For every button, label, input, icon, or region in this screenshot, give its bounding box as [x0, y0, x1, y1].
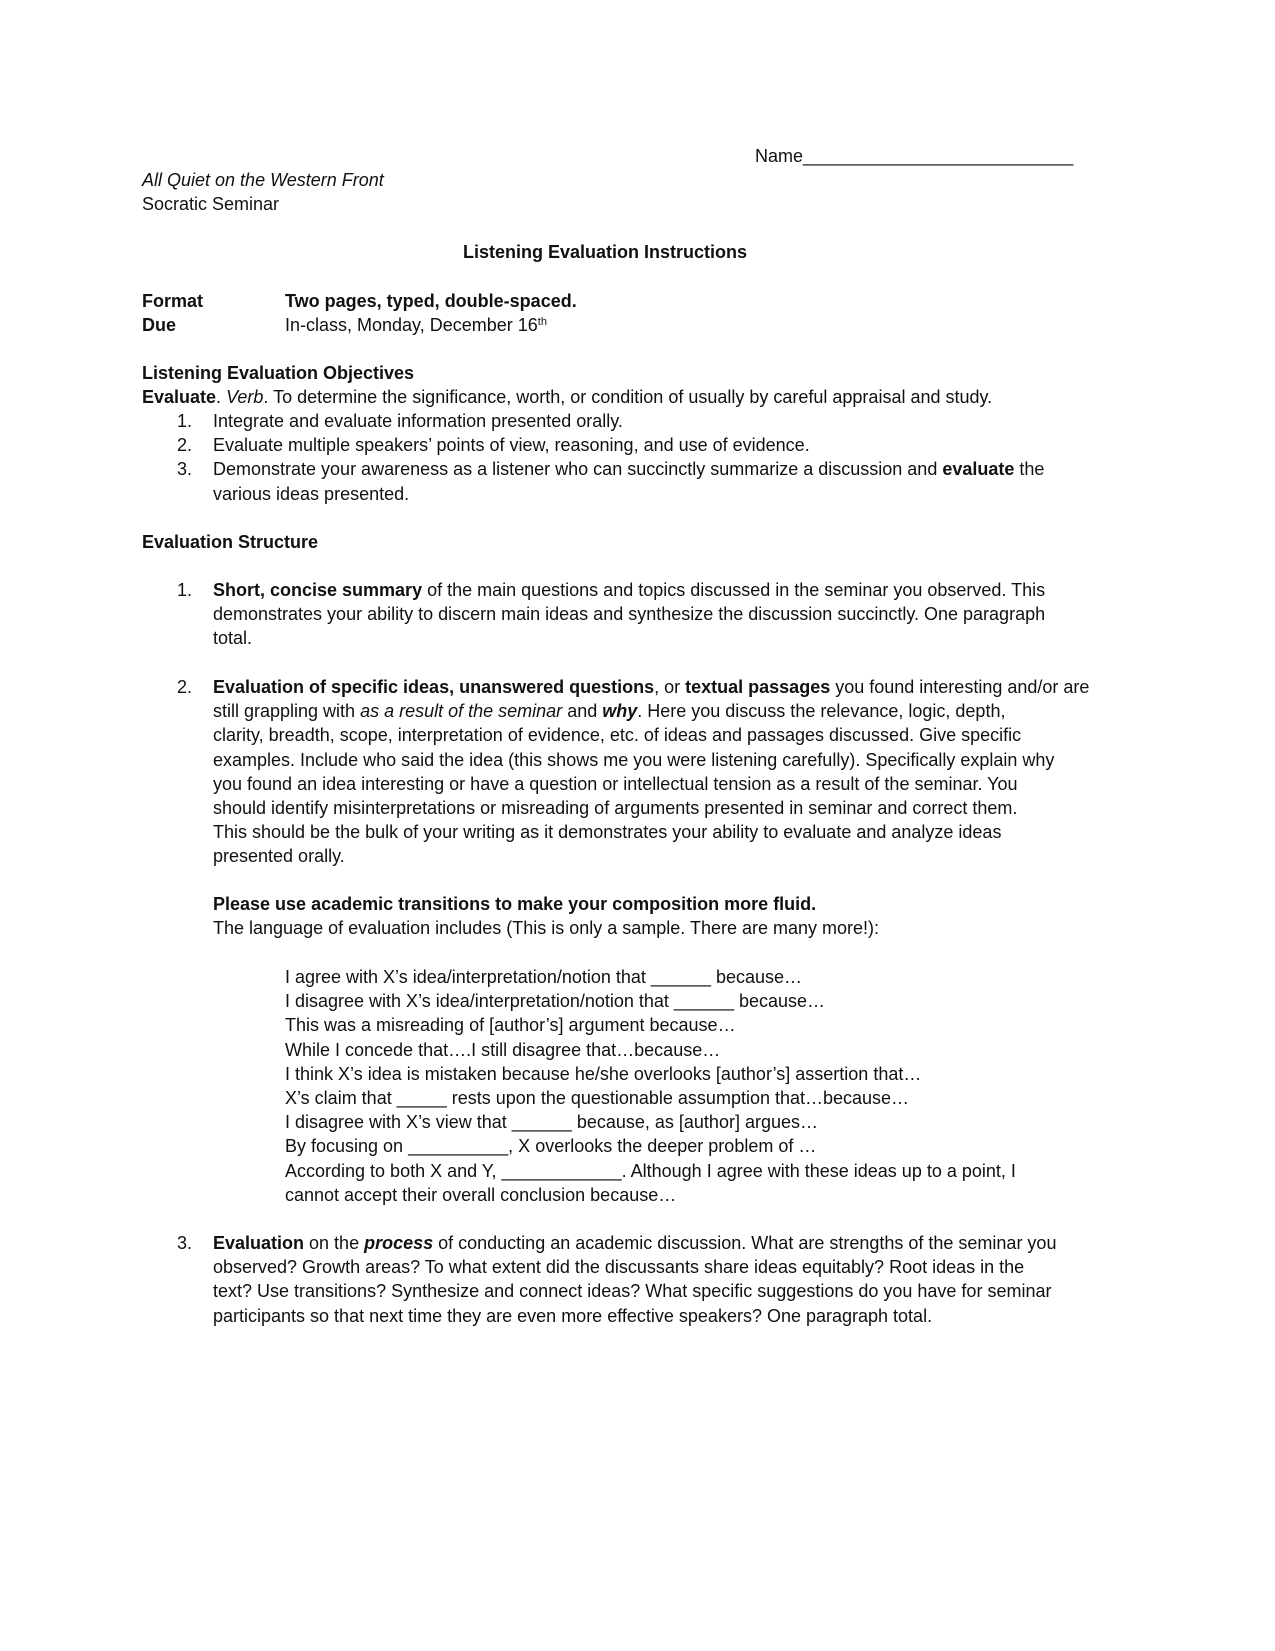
item-text: of conducting an academic discussion. What are strengths of the seminar you	[433, 1233, 1057, 1253]
item-text: total.	[213, 628, 253, 649]
objectives-list	[177, 409, 1083, 506]
name-field-line: Name___________________________	[755, 146, 1074, 166]
structure-item-summary	[177, 578, 1083, 651]
item-text: participants so that next time they are even more effective speakers? One paragraph total.	[213, 1305, 933, 1326]
list-item-text: Integrate and evaluate information presented orally.	[213, 411, 623, 431]
list-item	[177, 409, 1083, 433]
list-item-text: Evaluate multiple speakers’ points of view, reasoning, and use of evidence.	[213, 435, 810, 456]
transition-phrase: X’s claim that _____ rests upon the questionable assumption that…because…	[285, 1088, 910, 1109]
transition-phrase: By focusing on __________, X overlooks the deeper problem of …	[285, 1136, 817, 1157]
item-text: should identify misinterpretations or misreading of arguments presented in seminar and correct them.	[213, 798, 1018, 819]
transition-phrase: I disagree with X’s idea/interpretation/notion that ______ because…	[285, 991, 826, 1012]
item-bold: Evaluation	[213, 1233, 305, 1253]
list-item	[177, 457, 1083, 505]
item-text: still grappling with	[213, 701, 361, 722]
definition-term: Evaluate	[142, 387, 217, 407]
item-text: clarity, breadth, scope, interpretation of evidence, etc. of ideas and passages discussed. Give specific	[213, 725, 1022, 746]
book-title: All Quiet on the Western Front	[142, 170, 384, 190]
objectives-heading: Listening Evaluation Objectives	[142, 363, 415, 383]
item-italic: as a result of the seminar	[360, 701, 563, 722]
transition-phrase-list	[285, 965, 1075, 1207]
item-text: observed? Growth areas? To what extent did the discussants share ideas equitably? Root ideas in the	[213, 1257, 1025, 1278]
item-text: you found an idea interesting or have a question or intellectual tension as a result of the seminar. You	[213, 773, 1018, 794]
list-item-text-line2: various ideas presented.	[213, 483, 410, 504]
item-text: you found interesting and/or are	[830, 677, 1090, 697]
transition-phrase: I disagree with X’s view that ______ because, as [author] argues…	[285, 1112, 818, 1133]
due-date-text: In-class, Monday, December 16	[285, 315, 538, 335]
item-bold: Evaluation of specific ideas, unanswered questions	[213, 677, 655, 697]
transition-phrase: I think X’s idea is mistaken because he/she overlooks [author’s] assertion that…	[285, 1063, 922, 1084]
item-text: of the main questions and topics discussed in the seminar you observed. This	[422, 580, 1046, 600]
format-value: Two pages, typed, double-spaced.	[285, 291, 577, 311]
transition-phrase: I agree with X’s idea/interpretation/notion that ______ because…	[285, 967, 803, 987]
evaluate-definition: Evaluate. Verb. To determine the significance, worth, or condition of usually by careful appraisal and study.	[142, 387, 993, 407]
list-number: 3.	[177, 459, 193, 480]
item-text: presented orally.	[213, 846, 345, 867]
list-number: 1.	[177, 580, 193, 600]
list-item-bold: evaluate	[942, 459, 1015, 480]
format-label: Format	[142, 291, 204, 311]
list-number: 3.	[177, 1233, 193, 1253]
list-number: 2.	[177, 435, 193, 456]
subtitle: Socratic Seminar	[142, 194, 280, 214]
structure-heading: Evaluation Structure	[142, 532, 319, 552]
transition-phrase: While I concede that….I still disagree that…because…	[285, 1039, 721, 1060]
item-text: demonstrates your ability to discern main ideas and synthesize the discussion succinctly. One paragraph	[213, 604, 1046, 625]
due-date-suffix: th	[537, 316, 547, 328]
definition-part-of-speech: Verb	[226, 387, 264, 407]
definition-text: To determine the significance, worth, or condition of usually by careful appraisal and study.	[273, 387, 993, 407]
item-bold: Short, concise summary	[213, 580, 423, 600]
due-label: Due	[142, 315, 177, 335]
page-title: Listening Evaluation Instructions	[462, 242, 748, 262]
due-value	[285, 313, 547, 337]
list-item	[177, 433, 1083, 457]
transitions-heading: Please use academic transitions to make your composition more fluid.	[213, 894, 817, 914]
structure-item-evaluation	[177, 675, 1090, 869]
structure-item-process	[177, 1231, 1083, 1328]
item-text: This should be the bulk of your writing as it demonstrates your ability to evaluate and analyze ideas	[213, 822, 1002, 843]
item-text: examples. Include who said the idea (this shows me you were listening carefully). Specifically explain why	[213, 749, 1055, 770]
item-bold: textual passages	[685, 677, 831, 697]
transitions-section	[213, 892, 1083, 940]
item-text: , or	[654, 677, 686, 697]
item-text: . Here you discuss the relevance, logic, depth,	[637, 701, 1006, 722]
list-number: 2.	[177, 677, 193, 697]
item-bold-italic: process	[364, 1233, 434, 1253]
list-number: 1.	[177, 411, 193, 431]
item-text: on the	[304, 1233, 365, 1253]
item-text: and	[562, 701, 603, 722]
transitions-intro: The language of evaluation includes (This is only a sample. There are many more!):	[213, 918, 880, 939]
item-text: text? Use transitions? Synthesize and connect ideas? What specific suggestions do you have for seminar	[213, 1281, 1052, 1302]
transition-phrase: cannot accept their overall conclusion because…	[285, 1184, 677, 1205]
item-bold-italic: why	[602, 701, 638, 722]
transition-phrase: This was a misreading of [author’s] argument because…	[285, 1015, 736, 1036]
list-item-text-end: the	[1014, 459, 1045, 480]
transition-phrase: According to both X and Y, ____________. Although I agree with these ideas up to a point, I	[285, 1160, 1016, 1181]
list-item-text: Demonstrate your awareness as a listener who can succinctly summarize a discussion and	[213, 459, 943, 480]
